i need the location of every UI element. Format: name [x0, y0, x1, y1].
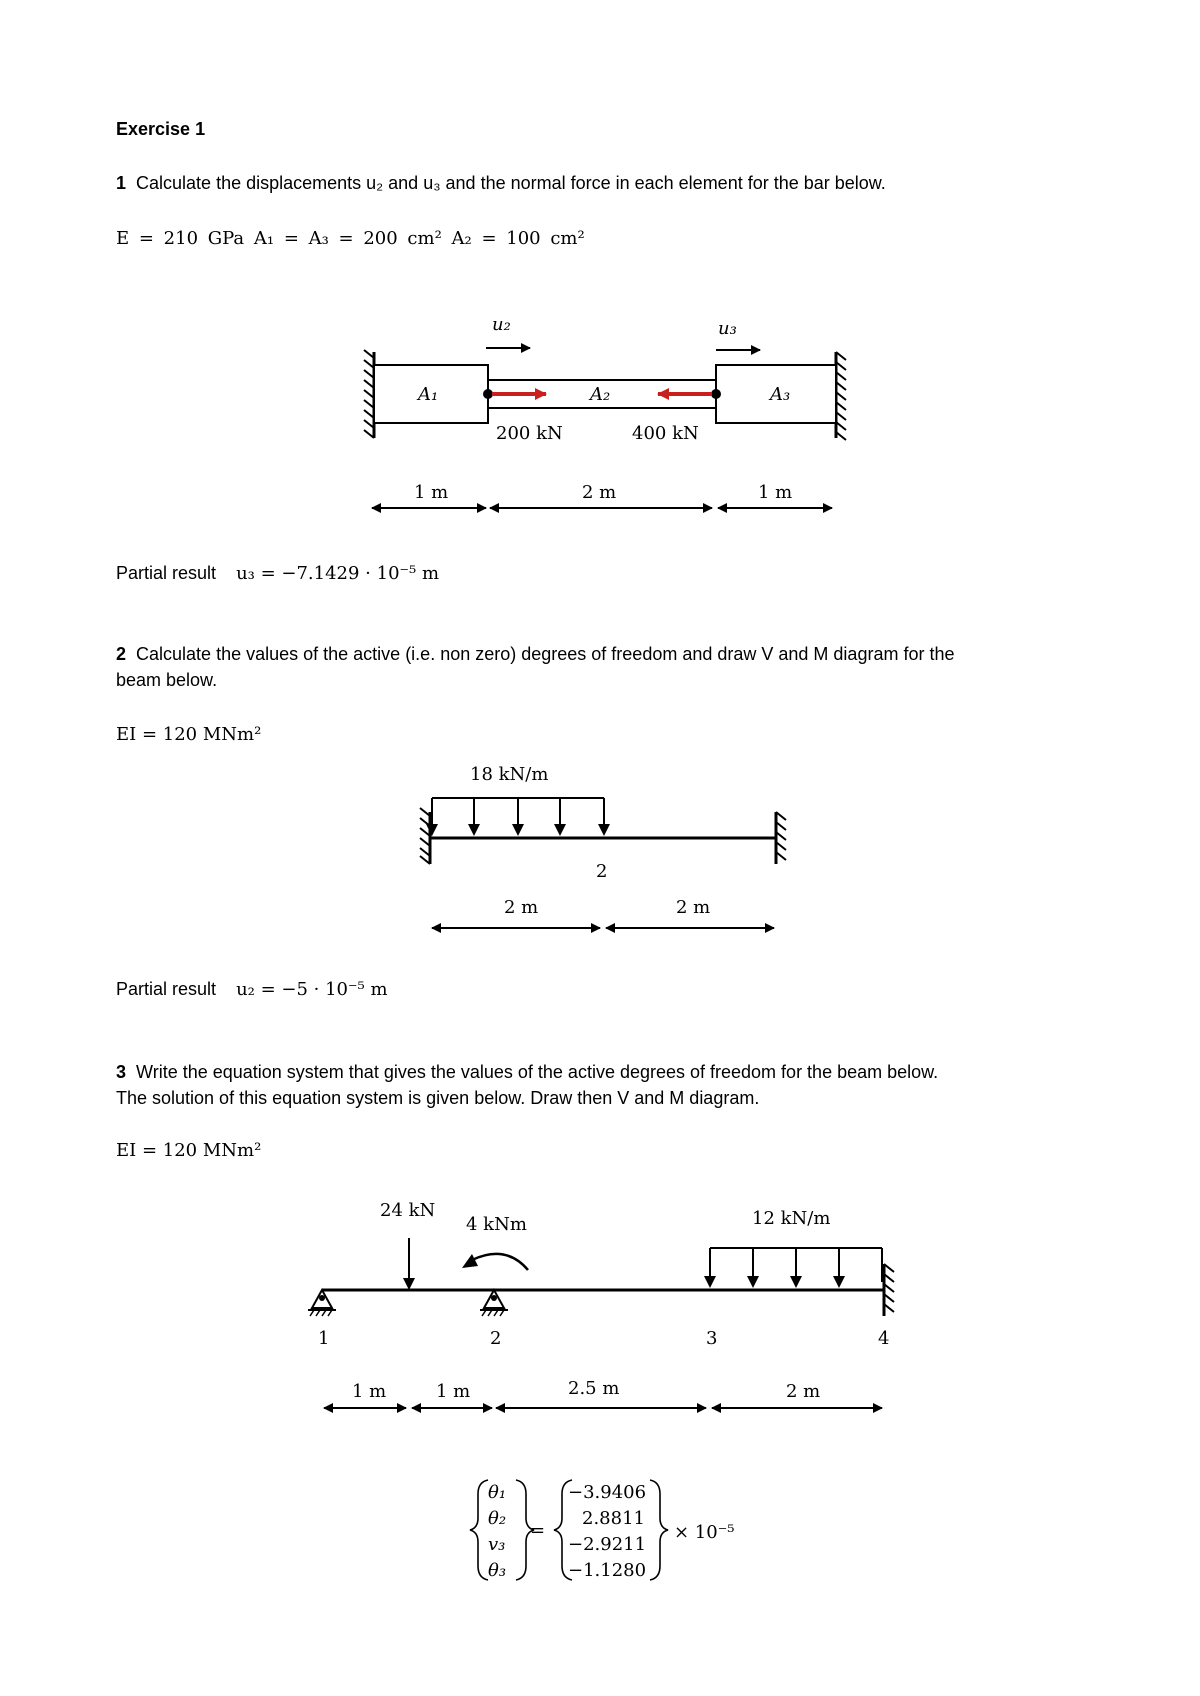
ex2-text-line2: beam below.: [116, 670, 218, 690]
ex3-dof-3: v₃: [488, 1534, 506, 1555]
ex3-moment-label: 4 kNm: [466, 1214, 527, 1235]
ex3-number: 3: [116, 1062, 127, 1082]
ex1-number: 1: [116, 173, 127, 193]
ex1-node-2: [483, 389, 493, 399]
ex3-value-3: −2.9211: [568, 1534, 647, 1555]
ex3-dof-2: θ₂: [488, 1508, 507, 1529]
ex1-dim-3-label: 1 m: [758, 482, 793, 503]
ex3-beam-diagram: [0, 1190, 1200, 1420]
ex3-distributed-load: [704, 1248, 882, 1288]
ex3-value-4: −1.1280: [568, 1560, 647, 1581]
ex2-right-wall: [776, 812, 786, 864]
ex1-dim-1-label: 1 m: [414, 482, 449, 503]
ex1-dim-2-label: 2 m: [582, 482, 617, 503]
ex1-node-3: [711, 389, 721, 399]
ex2-partial-label: Partial result: [116, 979, 217, 999]
ex2-text-line1: Calculate the values of the active (i.e. non zero) degrees of freedom and draw V and M diagram for the: [136, 644, 955, 664]
ex2-dim-2-label: 2 m: [676, 897, 711, 918]
ex3-support-2: [480, 1290, 508, 1316]
ex1-u3-label: u₃: [718, 318, 737, 339]
ex3-dim-2-label: 1 m: [436, 1381, 471, 1402]
ex1-left-wall: [364, 350, 374, 438]
ex2-partial-value: u₂ = −5 · 10⁻⁵ m: [236, 979, 388, 1000]
ex3-node-4-label: 4: [878, 1328, 890, 1349]
ex2-number: 2: [116, 644, 127, 664]
ex3-ei: EI = 120 MNm²: [116, 1140, 262, 1161]
ex3-dim-4-label: 2 m: [786, 1381, 821, 1402]
ex1-u2-label: u₂: [492, 314, 511, 335]
ex3-value-right-brace: [650, 1480, 668, 1580]
ex1-force-400-label: 400 kN: [632, 423, 699, 444]
ex3-factor: × 10⁻⁵: [674, 1522, 735, 1543]
ex3-question-line1: [116, 1061, 938, 1083]
ex1-a3-label: A₃: [770, 384, 791, 405]
ex2-left-wall: [420, 808, 430, 864]
ex1-params: E = 210 GPa A₁ = A₃ = 200 cm² A₂ = 100 cm²: [116, 228, 585, 249]
ex2-partial-result: [116, 978, 388, 1001]
ex2-question-line1: [116, 643, 954, 665]
ex3-node-1-label: 1: [318, 1328, 330, 1349]
ex1-a1-label: A₁: [418, 384, 439, 405]
ex1-force-200-label: 200 kN: [496, 423, 563, 444]
ex3-point-load-label: 24 kN: [380, 1200, 436, 1221]
ex1-a2-label: A₂: [590, 384, 611, 405]
ex3-value-1: −3.9406: [568, 1482, 647, 1503]
ex3-support-1: [308, 1290, 336, 1316]
ex1-bar-diagram: [0, 300, 1200, 530]
ex2-beam-diagram: [0, 752, 1200, 952]
ex3-distributed-load-label: 12 kN/m: [752, 1208, 831, 1229]
ex3-equals-sign: =: [530, 1520, 546, 1541]
ex3-dof-4: θ₃: [488, 1560, 507, 1581]
ex1-partial-label: Partial result: [116, 563, 217, 583]
ex2-distributed-load: [426, 798, 610, 836]
ex2-ei: EI = 120 MNm²: [116, 724, 262, 745]
ex3-value-2: 2.8811: [582, 1508, 645, 1529]
ex3-point-load-arrow: [403, 1238, 415, 1290]
ex1-right-wall: [836, 352, 846, 440]
ex3-right-wall: [884, 1264, 894, 1316]
ex1-text: Calculate the displacements u₂ and u₃ and the normal force in each element for the bar below.: [136, 173, 886, 193]
ex3-solution: [0, 1476, 1200, 1586]
ex2-dim-1-label: 2 m: [504, 897, 539, 918]
ex1-partial-result: [116, 562, 439, 585]
ex1-question: [116, 172, 886, 194]
ex3-text-line1: Write the equation system that gives the values of the active degrees of freedom for the beam below.: [136, 1062, 939, 1082]
ex3-text-line2: The solution of this equation system is given below. Draw then V and M diagram.: [116, 1088, 760, 1108]
ex2-node-2-label: 2: [596, 861, 608, 882]
ex3-dof-left-brace: [470, 1480, 488, 1580]
ex3-node-3-label: 3: [706, 1328, 718, 1349]
ex1-partial-value: u₃ = −7.1429 · 10⁻⁵ m: [236, 563, 440, 584]
ex2-load-label: 18 kN/m: [470, 764, 549, 785]
page-title: Exercise 1: [116, 119, 206, 139]
ex3-moment-arrow: [462, 1254, 528, 1270]
ex3-dim-1-label: 1 m: [352, 1381, 387, 1402]
ex3-node-2-label: 2: [490, 1328, 502, 1349]
ex3-dim-3-label: 2.5 m: [568, 1378, 620, 1399]
ex3-dof-1: θ₁: [488, 1482, 507, 1503]
